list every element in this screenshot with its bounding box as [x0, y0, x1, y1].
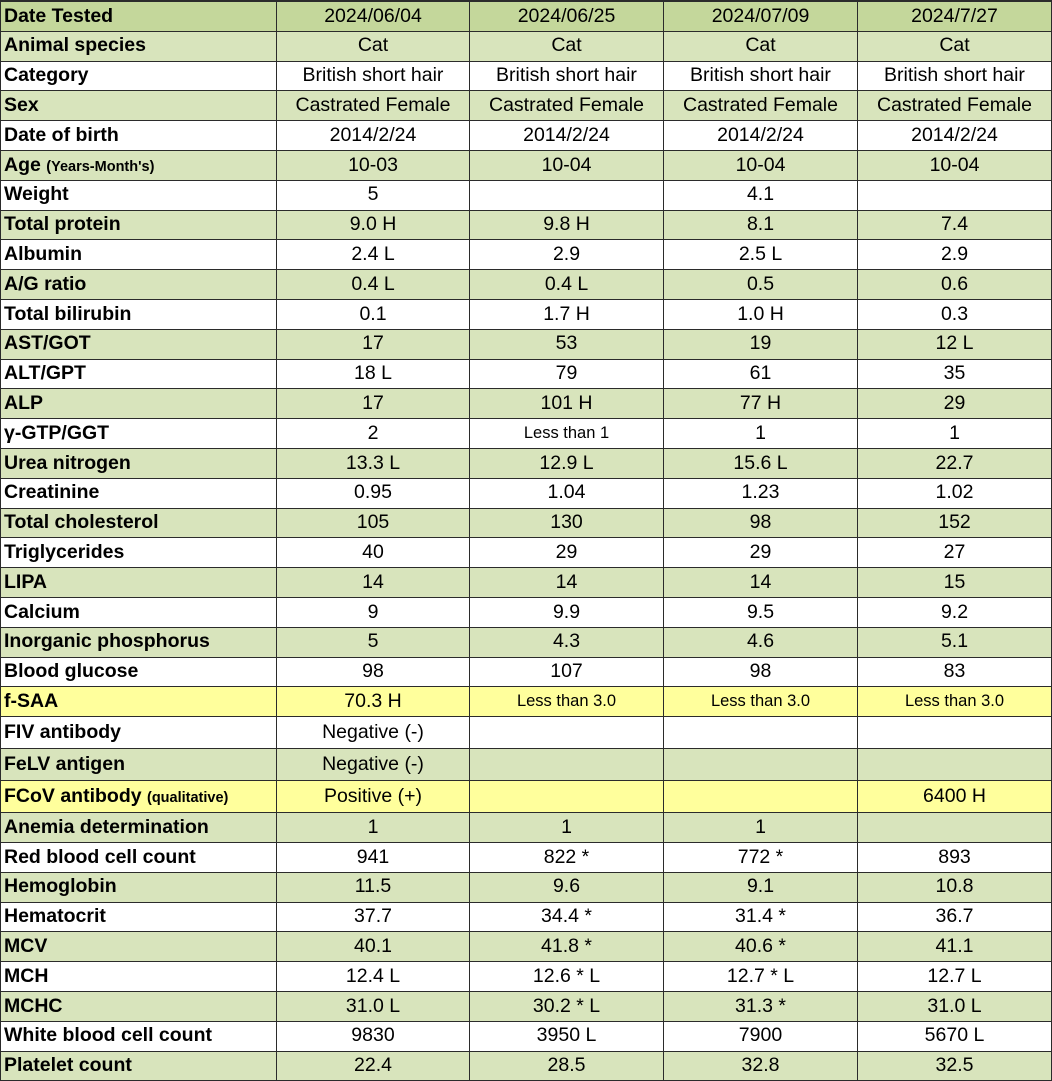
row-value: 98: [277, 657, 470, 687]
row-value: 105: [277, 508, 470, 538]
row-value: 40: [277, 538, 470, 568]
row-value: 22.7: [858, 448, 1052, 478]
row-label: LIPA: [1, 568, 277, 598]
row-label: A/G ratio: [1, 270, 277, 300]
table-row: [1, 448, 1052, 478]
row-value: 40.1: [277, 932, 470, 962]
row-label: Inorganic phosphorus: [1, 627, 277, 657]
row-value: Negative (-): [277, 717, 470, 749]
row-value: Cat: [470, 31, 664, 61]
table-row: [1, 991, 1052, 1021]
table-row: [1, 657, 1052, 687]
row-value: 77 H: [664, 389, 858, 419]
row-value: 19: [664, 329, 858, 359]
table-row: [1, 359, 1052, 389]
row-value: 10.8: [858, 872, 1052, 902]
row-value: 941: [277, 842, 470, 872]
row-value: 14: [470, 568, 664, 598]
table-row: [1, 31, 1052, 61]
table-row: [1, 568, 1052, 598]
table-row: [1, 597, 1052, 627]
row-value: Positive (+): [277, 781, 470, 813]
row-value: 9.1: [664, 872, 858, 902]
date-column-3: 2024/07/09: [664, 1, 858, 31]
row-value: 9.2: [858, 597, 1052, 627]
row-value: 2.9: [470, 240, 664, 270]
row-value: Cat: [277, 31, 470, 61]
row-label: f-SAA: [1, 687, 277, 717]
row-value: 12.4 L: [277, 962, 470, 992]
row-label: ALT/GPT: [1, 359, 277, 389]
row-value: British short hair: [858, 61, 1052, 91]
table-row: [1, 299, 1052, 329]
row-value: 31.3 *: [664, 991, 858, 1021]
row-value: [858, 749, 1052, 781]
row-label: MCH: [1, 962, 277, 992]
table-row: [1, 508, 1052, 538]
row-value: 9.9: [470, 597, 664, 627]
row-value: 32.8: [664, 1051, 858, 1081]
row-value: 822 *: [470, 842, 664, 872]
row-value: 14: [664, 568, 858, 598]
row-value: 15: [858, 568, 1052, 598]
row-label: Total protein: [1, 210, 277, 240]
row-value: 28.5: [470, 1051, 664, 1081]
row-value: 18 L: [277, 359, 470, 389]
header-row: [1, 1, 1052, 31]
row-value: 61: [664, 359, 858, 389]
row-value: Less than 3.0: [858, 687, 1052, 717]
row-value: 34.4 *: [470, 902, 664, 932]
row-value: 2014/2/24: [277, 121, 470, 151]
row-value: 7900: [664, 1021, 858, 1051]
row-value: [858, 180, 1052, 210]
row-label: Albumin: [1, 240, 277, 270]
row-value: 12 L: [858, 329, 1052, 359]
row-value: British short hair: [664, 61, 858, 91]
row-sublabel: (qualitative): [147, 789, 229, 806]
row-label: MCV: [1, 932, 277, 962]
row-value: 4.1: [664, 180, 858, 210]
row-value: [470, 781, 664, 813]
row-value: 1: [470, 813, 664, 843]
row-label: Weight: [1, 180, 277, 210]
table-row: [1, 389, 1052, 419]
row-value: 0.95: [277, 478, 470, 508]
row-value: 1.0 H: [664, 299, 858, 329]
row-label: Triglycerides: [1, 538, 277, 568]
row-value: 0.5: [664, 270, 858, 300]
row-value: 9.8 H: [470, 210, 664, 240]
row-value: 40.6 *: [664, 932, 858, 962]
row-value: 7.4: [858, 210, 1052, 240]
row-label: [1, 150, 277, 180]
row-value: 10-04: [470, 150, 664, 180]
row-value: 37.7: [277, 902, 470, 932]
row-value: 1.23: [664, 478, 858, 508]
table-row: [1, 813, 1052, 843]
table-row: [1, 329, 1052, 359]
row-value: 27: [858, 538, 1052, 568]
table-row: [1, 902, 1052, 932]
row-value: Less than 3.0: [470, 687, 664, 717]
row-value: [664, 781, 858, 813]
row-value: 2.9: [858, 240, 1052, 270]
row-value: 0.1: [277, 299, 470, 329]
row-label: AST/GOT: [1, 329, 277, 359]
table-row: [1, 270, 1052, 300]
table-row: [1, 538, 1052, 568]
row-value: Cat: [858, 31, 1052, 61]
row-value: 9: [277, 597, 470, 627]
row-value: 15.6 L: [664, 448, 858, 478]
row-value: 35: [858, 359, 1052, 389]
row-label: Calcium: [1, 597, 277, 627]
row-label: Total cholesterol: [1, 508, 277, 538]
row-value: Castrated Female: [664, 91, 858, 121]
row-value: 70.3 H: [277, 687, 470, 717]
table-row: [1, 1051, 1052, 1081]
row-value: 29: [664, 538, 858, 568]
row-value: 10-03: [277, 150, 470, 180]
row-value: [664, 749, 858, 781]
row-value: 13.3 L: [277, 448, 470, 478]
row-value: 5670 L: [858, 1021, 1052, 1051]
row-value: 2014/2/24: [470, 121, 664, 151]
table-row: [1, 717, 1052, 749]
row-value: 11.5: [277, 872, 470, 902]
row-label: Hematocrit: [1, 902, 277, 932]
row-value: 1.02: [858, 478, 1052, 508]
row-value: 1: [277, 813, 470, 843]
row-label: Urea nitrogen: [1, 448, 277, 478]
row-value: 8.1: [664, 210, 858, 240]
table-row: [1, 210, 1052, 240]
row-value: 12.6 * L: [470, 962, 664, 992]
row-value: 31.0 L: [858, 991, 1052, 1021]
row-value: 5: [277, 627, 470, 657]
table-row: [1, 781, 1052, 813]
table-row: [1, 872, 1052, 902]
date-column-4: 2024/7/27: [858, 1, 1052, 31]
row-value: 14: [277, 568, 470, 598]
row-value: Less than 1: [470, 419, 664, 449]
row-value: 10-04: [664, 150, 858, 180]
table-row: [1, 150, 1052, 180]
row-value: 1.04: [470, 478, 664, 508]
row-label: Total bilirubin: [1, 299, 277, 329]
row-value: 41.8 *: [470, 932, 664, 962]
row-value: 31.0 L: [277, 991, 470, 1021]
date-tested-label: Date Tested: [1, 1, 277, 31]
row-value: 79: [470, 359, 664, 389]
row-value: 1: [664, 419, 858, 449]
row-value: Castrated Female: [858, 91, 1052, 121]
row-value: 30.2 * L: [470, 991, 664, 1021]
row-value: 9830: [277, 1021, 470, 1051]
row-label: Creatinine: [1, 478, 277, 508]
row-value: 5.1: [858, 627, 1052, 657]
row-value: British short hair: [470, 61, 664, 91]
row-label: White blood cell count: [1, 1021, 277, 1051]
row-value: 9.6: [470, 872, 664, 902]
row-value: 17: [277, 389, 470, 419]
row-value: 32.5: [858, 1051, 1052, 1081]
row-value: 9.5: [664, 597, 858, 627]
row-label: ALP: [1, 389, 277, 419]
table-row: [1, 749, 1052, 781]
row-value: 772 *: [664, 842, 858, 872]
table-row: [1, 627, 1052, 657]
table-row: [1, 61, 1052, 91]
row-value: Castrated Female: [277, 91, 470, 121]
row-value: 22.4: [277, 1051, 470, 1081]
row-value: [858, 717, 1052, 749]
date-column-1: 2024/06/04: [277, 1, 470, 31]
row-label: [1, 781, 277, 813]
row-label: Date of birth: [1, 121, 277, 151]
date-column-2: 2024/06/25: [470, 1, 664, 31]
row-value: 29: [858, 389, 1052, 419]
row-value: 2014/2/24: [664, 121, 858, 151]
table-row: [1, 121, 1052, 151]
row-value: 0.4 L: [470, 270, 664, 300]
row-value: 2.5 L: [664, 240, 858, 270]
table-row: [1, 91, 1052, 121]
row-value: 29: [470, 538, 664, 568]
row-label: Blood glucose: [1, 657, 277, 687]
row-label: FeLV antigen: [1, 749, 277, 781]
row-value: 9.0 H: [277, 210, 470, 240]
row-value: 0.4 L: [277, 270, 470, 300]
row-value: [664, 717, 858, 749]
row-value: 12.7 L: [858, 962, 1052, 992]
row-label: Animal species: [1, 31, 277, 61]
row-value: [470, 180, 664, 210]
row-value: 53: [470, 329, 664, 359]
row-value: 0.3: [858, 299, 1052, 329]
row-value: 36.7: [858, 902, 1052, 932]
row-label: MCHC: [1, 991, 277, 1021]
row-value: 12.7 * L: [664, 962, 858, 992]
row-value: Castrated Female: [470, 91, 664, 121]
table-row: [1, 478, 1052, 508]
row-value: 98: [664, 657, 858, 687]
row-value: 17: [277, 329, 470, 359]
row-value: [470, 717, 664, 749]
table-row: [1, 932, 1052, 962]
row-label-text: FCoV antibody: [4, 784, 142, 807]
row-value: 1: [664, 813, 858, 843]
row-label: FIV antibody: [1, 717, 277, 749]
row-value: [470, 749, 664, 781]
row-value: 5: [277, 180, 470, 210]
row-value: 2.4 L: [277, 240, 470, 270]
row-value: 83: [858, 657, 1052, 687]
row-value: 101 H: [470, 389, 664, 419]
row-value: 1: [858, 419, 1052, 449]
row-value: 893: [858, 842, 1052, 872]
row-value: 4.3: [470, 627, 664, 657]
table-row: [1, 419, 1052, 449]
row-label-text: Age: [4, 153, 41, 176]
row-value: 41.1: [858, 932, 1052, 962]
row-value: British short hair: [277, 61, 470, 91]
row-label: Platelet count: [1, 1051, 277, 1081]
row-value: 152: [858, 508, 1052, 538]
row-value: Less than 3.0: [664, 687, 858, 717]
row-value: 1.7 H: [470, 299, 664, 329]
row-value: 3950 L: [470, 1021, 664, 1051]
row-sublabel: (Years-Month's): [46, 158, 155, 175]
table-row: [1, 180, 1052, 210]
row-label: Red blood cell count: [1, 842, 277, 872]
row-value: Cat: [664, 31, 858, 61]
row-label: Sex: [1, 91, 277, 121]
row-value: 98: [664, 508, 858, 538]
row-value: 2: [277, 419, 470, 449]
table-row: [1, 962, 1052, 992]
row-value: 6400 H: [858, 781, 1052, 813]
table-row: [1, 240, 1052, 270]
row-value: Negative (-): [277, 749, 470, 781]
row-label: Hemoglobin: [1, 872, 277, 902]
row-label: Anemia determination: [1, 813, 277, 843]
row-value: 4.6: [664, 627, 858, 657]
table-row: [1, 842, 1052, 872]
row-value: 0.6: [858, 270, 1052, 300]
row-value: 107: [470, 657, 664, 687]
row-value: 31.4 *: [664, 902, 858, 932]
row-value: 2014/2/24: [858, 121, 1052, 151]
row-value: 130: [470, 508, 664, 538]
row-value: 10-04: [858, 150, 1052, 180]
row-value: [858, 813, 1052, 843]
row-label: γ-GTP/GGT: [1, 419, 277, 449]
row-label: Category: [1, 61, 277, 91]
table-row: [1, 1021, 1052, 1051]
table-row: [1, 687, 1052, 717]
row-value: 12.9 L: [470, 448, 664, 478]
